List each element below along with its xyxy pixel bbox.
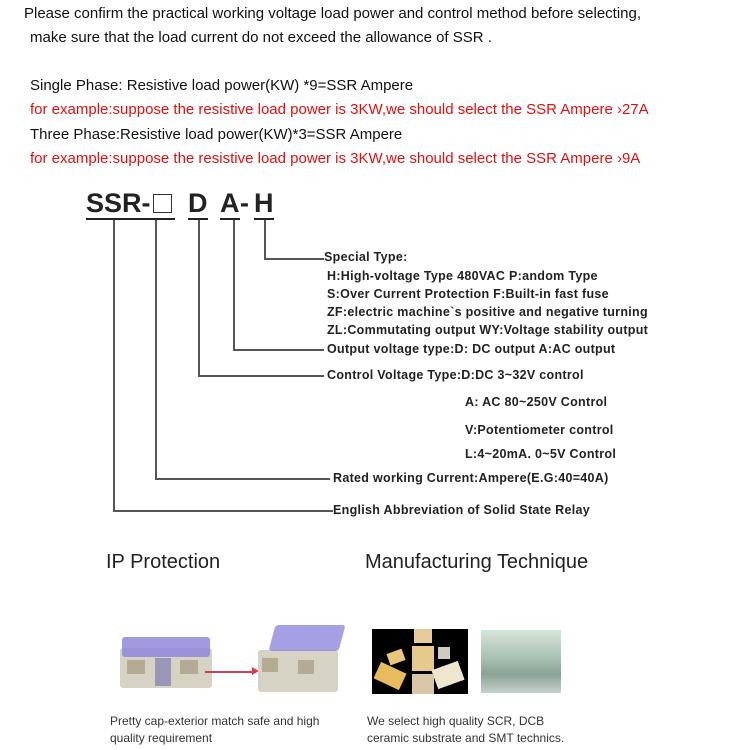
smt-factory-image (481, 630, 561, 693)
ceramic-substrate-image (372, 629, 468, 694)
connector-current (155, 220, 157, 479)
connector-current-horizontal (155, 478, 330, 480)
connector-h-horizontal (264, 258, 324, 260)
intro-line-2: make sure that the load current do not exceed the allowance of SSR . (30, 29, 492, 46)
connector-ssr-horizontal (113, 510, 333, 512)
desc-special: Special Type: (324, 250, 408, 264)
desc-zl: ZL:Commutating output WY:Voltage stability output (327, 323, 649, 337)
connector-h (264, 220, 266, 259)
desc-zf: ZF:electric machine`s positive and negative turning (327, 305, 648, 319)
three-phase-formula: Three Phase:Resistive load power(KW)*3=SSR Ampere (30, 126, 403, 143)
three-phase-example: for example:suppose the resistive load power is 3KW,we should select the SSR Ampere ›9A (30, 150, 641, 167)
single-phase-formula: Single Phase: Resistive load power(KW) *9=SSR Ampere (30, 77, 414, 94)
ip-caption: Pretty cap-exterior match safe and high quality requirement (110, 714, 320, 745)
ip-protection-title: IP Protection (106, 551, 221, 573)
desc-control: Control Voltage Type:D:DC 3~32V control (327, 368, 584, 382)
manufacturing-caption: We select high quality SCR, DCB ceramic substrate and SMT technics. (367, 714, 565, 745)
connector-ssr (113, 220, 115, 511)
desc-s: S:Over Current Protection F:Built-in fast fuse (327, 287, 609, 301)
desc-output: Output voltage type:D: DC output A:AC output (327, 342, 616, 356)
desc-h: H:High-voltage Type 480VAC P:andom Type (327, 269, 598, 283)
current-placeholder-box (153, 194, 172, 213)
code-a: A (220, 188, 240, 218)
connector-a-horizontal (233, 349, 324, 351)
desc-control-v: V:Potentiometer control (465, 423, 614, 437)
code-d: D (188, 188, 208, 218)
code-current-box (150, 190, 175, 220)
desc-current: Rated working Current:Ampere(E.G:40=40A) (333, 471, 609, 485)
connector-d-horizontal (198, 375, 324, 377)
code-ssr: SSR- (86, 188, 151, 218)
code-h: H (254, 188, 274, 218)
connector-a (233, 220, 235, 350)
manufacturing-title: Manufacturing Technique (365, 551, 589, 573)
single-phase-example: for example:suppose the resistive load power is 3KW,we should select the SSR Ampere ›27A (30, 101, 649, 118)
connector-d (198, 220, 200, 376)
intro-line-1: Please confirm the practical working voltage load power and control method before selecting, (24, 5, 642, 22)
desc-abbr: English Abbreviation of Solid State Relay (333, 503, 591, 517)
desc-control-l: L:4~20mA. 0~5V Control (465, 447, 617, 461)
code-dash: - (240, 188, 249, 218)
desc-control-a: A: AC 80~250V Control (465, 395, 608, 409)
